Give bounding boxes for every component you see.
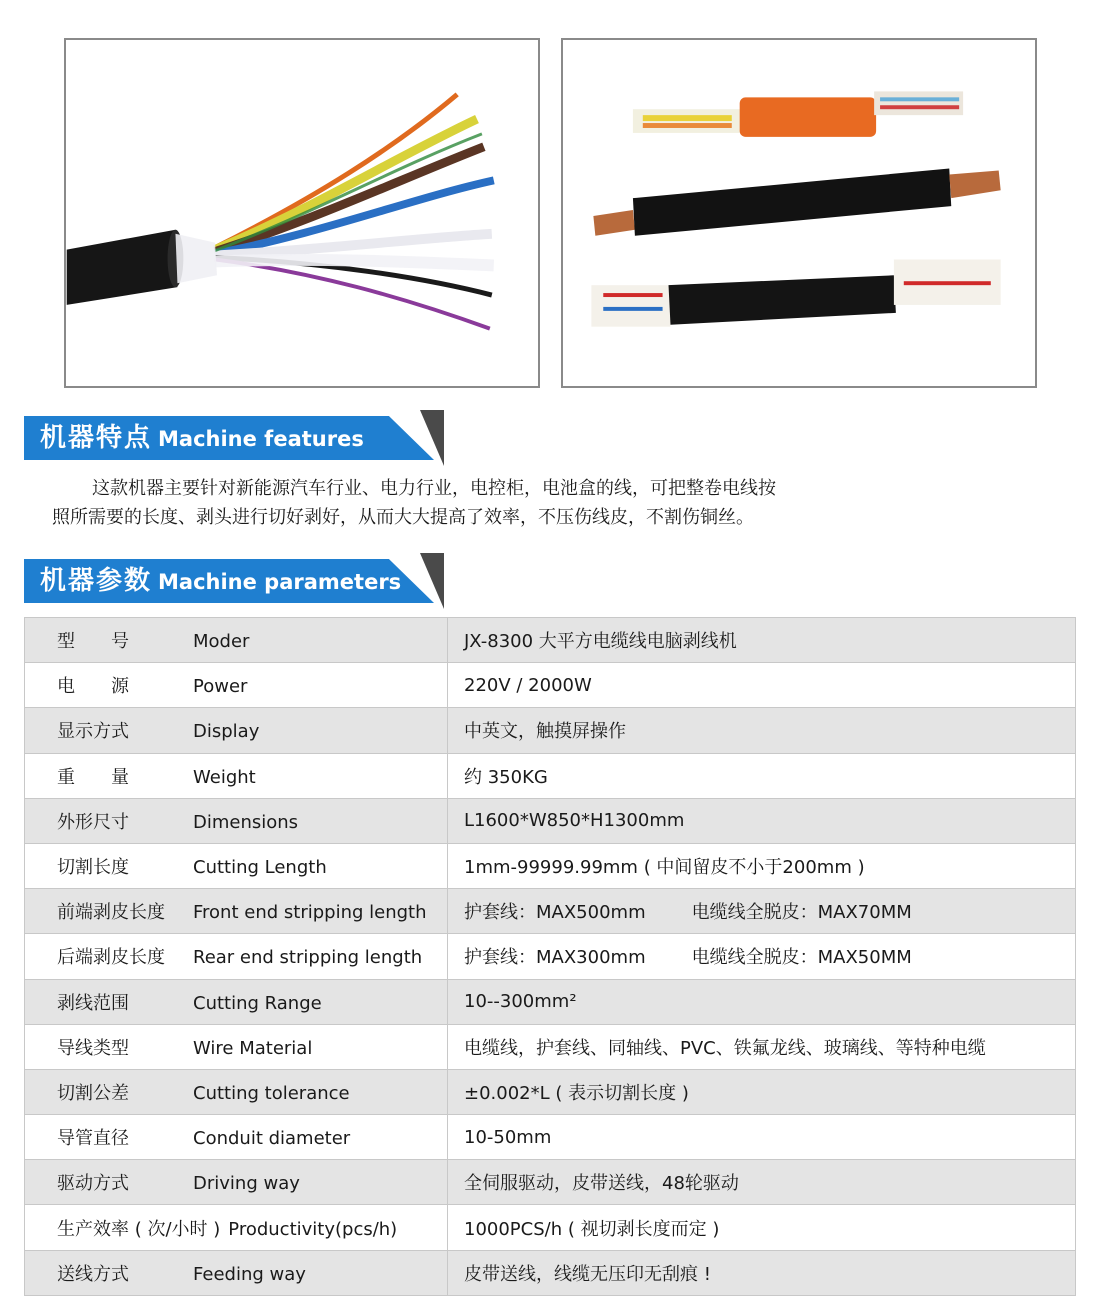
param-label-zh: 送线方式 — [57, 1263, 129, 1285]
param-label-zh: 型 号 — [57, 631, 129, 653]
machine-parameters-title — [40, 561, 401, 601]
param-label-zh: 显示方式 — [57, 721, 129, 743]
param-label-en: Feeding way — [193, 1263, 306, 1285]
table-row — [25, 1205, 1076, 1250]
parameters-table — [24, 617, 1076, 1296]
param-value: 约 350KG — [448, 753, 1076, 798]
features-title-zh: 机器特点 — [40, 423, 153, 453]
table-row — [25, 753, 1076, 798]
param-label-zh: 外形尺寸 — [57, 811, 129, 833]
param-label-en: Dimensions — [193, 811, 299, 833]
param-label-zh: 导管直径 — [57, 1128, 129, 1150]
multi-core-cable-illustration — [66, 40, 538, 386]
features-title-en: Machine features — [158, 427, 364, 451]
param-value: JX-8300 大平方电缆线电脑剥线机 — [448, 618, 1076, 663]
machine-features-title — [40, 418, 364, 458]
param-label-en: Weight — [193, 766, 256, 788]
param-label-en: Power — [193, 676, 248, 698]
table-row — [25, 708, 1076, 753]
table-row — [25, 663, 1076, 708]
param-label-en: Driving way — [193, 1173, 300, 1195]
param-label-zh: 驱动方式 — [57, 1173, 129, 1195]
param-label-en: Productivity(pcs/h) — [228, 1218, 398, 1240]
param-value: 护套线：MAX300mm — [464, 947, 646, 969]
param-label-en: Wire Material — [193, 1037, 313, 1059]
table-row — [25, 1250, 1076, 1295]
features-description-line-2: 照所需要的长度、剥头进行切好剥好，从而大大提高了效率，不压伤线皮，不割伤铜丝。 — [52, 507, 754, 528]
machine-parameters-header — [24, 553, 444, 609]
features-description — [52, 474, 952, 532]
param-label-zh: 重 量 — [57, 766, 129, 788]
param-label-zh: 切割长度 — [57, 857, 129, 879]
param-value: ±0.002*L ( 表示切割长度 ) — [448, 1069, 1076, 1114]
param-value: 全伺服驱动，皮带送线，48轮驱动 — [448, 1160, 1076, 1205]
table-row — [25, 934, 1076, 979]
param-value: 电缆线，护套线、同轴线、PVC、铁氟龙线、玻璃线、等特种电缆 — [448, 1024, 1076, 1069]
param-value: 护套线：MAX500mm — [464, 902, 646, 924]
param-label-en: Moder — [193, 631, 250, 653]
param-label-en: Cutting Range — [193, 992, 322, 1014]
table-row — [25, 889, 1076, 934]
parameters-title-en: Machine parameters — [158, 570, 402, 594]
param-label-zh: 生产效率 ( 次/小时 ) — [57, 1218, 221, 1240]
table-row — [25, 979, 1076, 1024]
param-label-zh: 前端剥皮长度 — [57, 902, 165, 924]
cable-photo-left — [64, 38, 540, 388]
param-value-secondary: 电缆线全脱皮：MAX50MM — [691, 947, 912, 969]
features-description-line-1: 这款机器主要针对新能源汽车行业、电力行业，电控柜，电池盒的线，可把整卷电线按 — [92, 478, 776, 499]
table-row — [25, 1115, 1076, 1160]
param-value: 10--300mm² — [448, 979, 1076, 1024]
parameters-title-zh: 机器参数 — [40, 566, 153, 596]
param-value: 220V / 2000W — [448, 663, 1076, 708]
param-label-en: Conduit diameter — [193, 1128, 351, 1150]
param-label-en: Cutting Length — [193, 857, 327, 879]
param-value: 中英文，触摸屏操作 — [448, 708, 1076, 753]
param-label-zh: 电 源 — [57, 676, 129, 698]
param-value: 10-50mm — [448, 1115, 1076, 1160]
param-label-en: Front end stripping length — [193, 902, 427, 924]
param-label-en: Cutting tolerance — [193, 1082, 350, 1104]
param-label-en: Rear end stripping length — [193, 947, 423, 969]
param-value: 1mm-99999.99mm ( 中间留皮不小于200mm ) — [448, 843, 1076, 888]
param-value: 皮带送线，线缆无压印无刮痕 ! — [448, 1250, 1076, 1295]
param-label-zh: 剥线范围 — [57, 992, 129, 1014]
table-row — [25, 843, 1076, 888]
machine-features-header — [24, 410, 444, 466]
table-row — [25, 1024, 1076, 1069]
param-label-en: Display — [193, 721, 260, 743]
table-row — [25, 618, 1076, 663]
param-value-secondary: 电缆线全脱皮：MAX70MM — [691, 902, 912, 924]
param-value: 1000PCS/h ( 视切剥长度而定 ) — [448, 1205, 1076, 1250]
param-label-zh: 导线类型 — [57, 1037, 129, 1059]
param-value: L1600*W850*H1300mm — [448, 798, 1076, 843]
table-row — [25, 1069, 1076, 1114]
param-label-zh: 后端剥皮长度 — [57, 947, 165, 969]
table-row — [25, 1160, 1076, 1205]
stripped-cables-illustration — [563, 40, 1035, 386]
param-label-zh: 切割公差 — [57, 1082, 129, 1104]
table-row — [25, 798, 1076, 843]
cable-photo-right — [561, 38, 1037, 388]
